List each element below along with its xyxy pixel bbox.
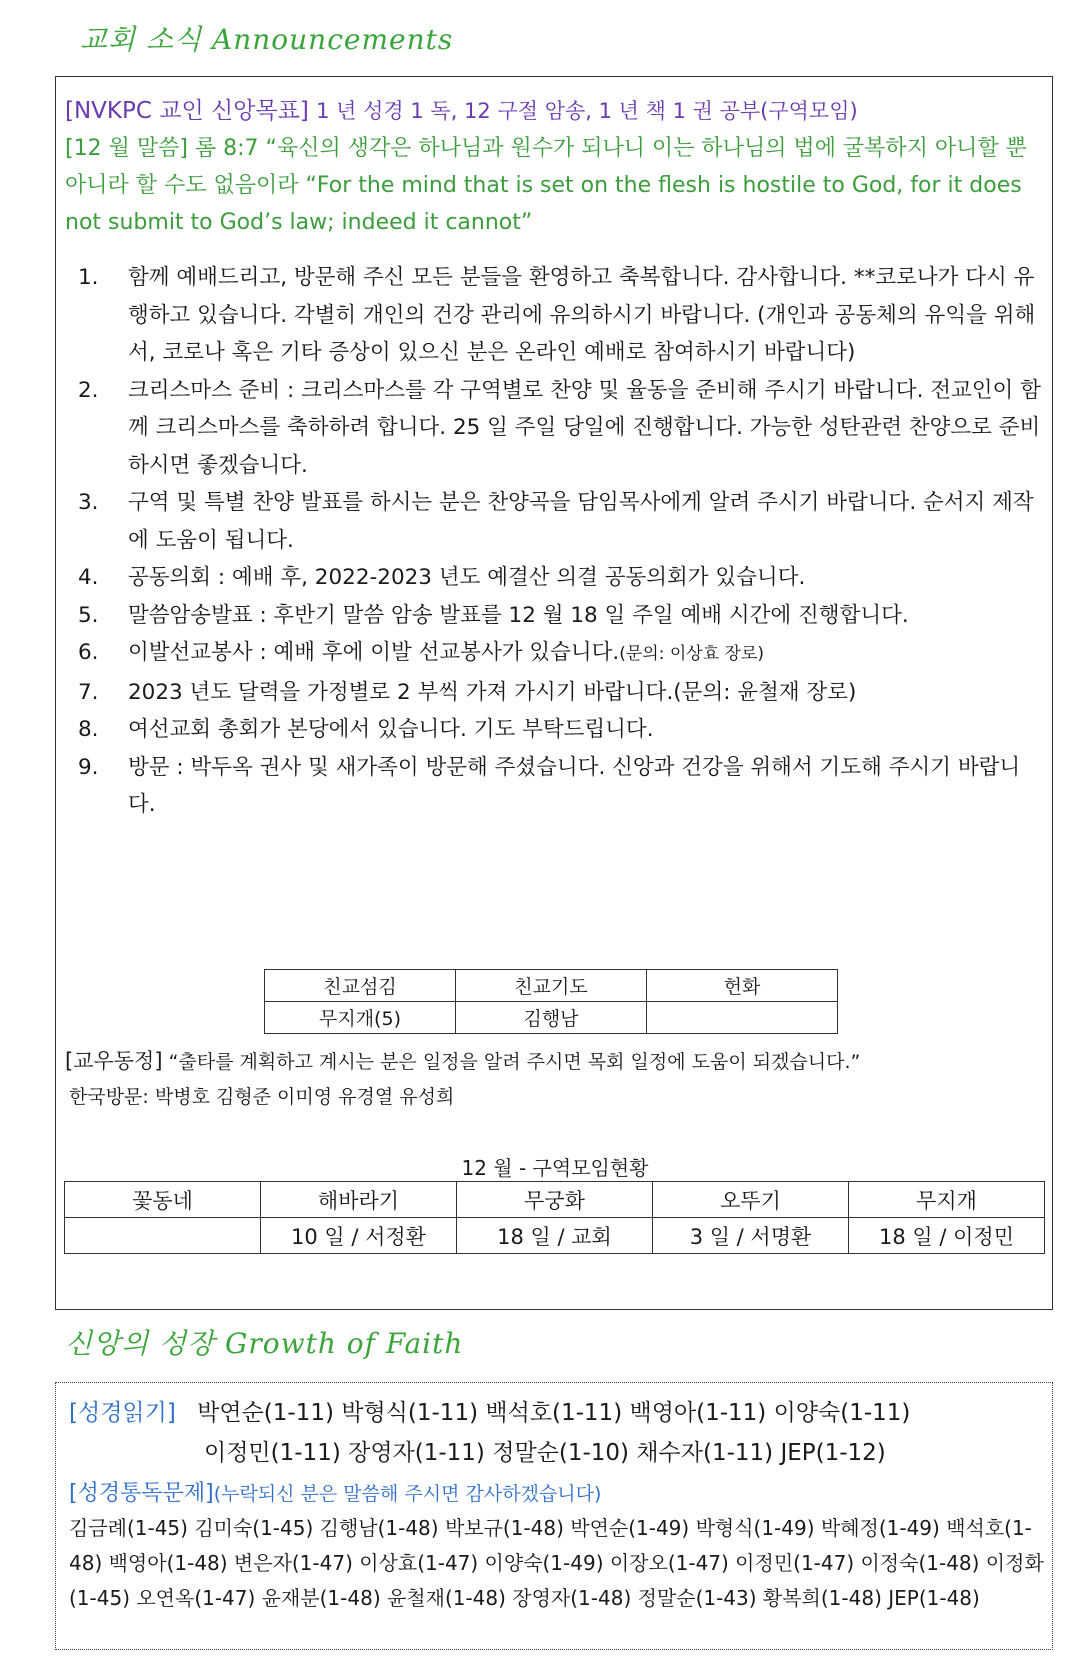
bible-quiz-label: [성경통독문제]: [69, 1481, 214, 1506]
growth-title: 신앙의 성장 Growth of Faith: [65, 1327, 464, 1360]
table-header-cell: 해바라기: [261, 1182, 457, 1218]
item-text: 공동의회 : 예배 후, 2022-2023 년도 예결산 의결 공동의회가 있습니다.: [128, 565, 806, 590]
item-number: 4.: [78, 565, 99, 590]
table-header-cell: 헌화: [647, 970, 838, 1002]
faith-goal-label: [NVKPC 교인 신앙목표]: [65, 98, 309, 124]
table-cell: [65, 1218, 261, 1254]
item-number: 8.: [78, 717, 99, 742]
item-number: 5.: [78, 602, 99, 628]
table-cell: 무지개(5): [265, 1002, 456, 1034]
table-cell: 18 일 / 이정민: [849, 1218, 1045, 1254]
table-cell: 18 일 / 교회: [457, 1218, 653, 1254]
bible-reading-line1: 박연순(1-11) 박형식(1-11) 백석호(1-11) 백영아(1-11) 이양숙(1-11): [197, 1400, 911, 1426]
announcement-list: [56, 259, 1054, 824]
item-text: 방문 : 박두옥 권사 및 새가족이 방문해 주셨습니다. 신앙과 건강을 위해서 기도해 주시기 바랍니다.: [128, 754, 1021, 817]
member-news-label: [교우동정]: [65, 1049, 163, 1073]
table-header-cell: 친교섬김: [265, 970, 456, 1002]
table-cell: 10 일 / 서정환: [261, 1218, 457, 1254]
item-number: 3.: [78, 490, 99, 515]
member-news: [65, 1045, 860, 1075]
table-header-cell: 오뚜기: [653, 1182, 849, 1218]
table-row: [265, 970, 838, 1002]
announcements-title: 교회 소식 Announcements: [80, 23, 454, 56]
item-text: 이발선교봉사 : 예배 후에 이발 선교봉사가 있습니다.: [128, 640, 620, 665]
group-meeting-title: 12 월 - 구역모임현황: [461, 1156, 649, 1180]
item-text: 말씀암송발표 : 후반기 말씀 암송 발표를 12 월 18 일 주일 예배 시간에 진행합니다.: [128, 602, 909, 628]
list-item: [56, 259, 1054, 372]
table-row: [65, 1182, 1045, 1218]
table-cell: 김행남: [456, 1002, 647, 1034]
bible-quiz-list: 김금례(1-45) 김미숙(1-45) 김행남(1-48) 박보규(1-48) 박연순(1-49) 박형식(1-49) 박혜정(1-49) 백석호(1-48) 백영아(1-48) 변은자(1-47) 이상효(1-47) 이양숙(1-49) 이장오(1-47) 이정민(1-47) 이정숙(1-48) 이정화 (1-45) 오연옥(1-47) 윤재분(1-48) 윤철재(1-48) 장영자(1-48) 정말순(1-43) 황복희(1-48) JEP(1-48): [69, 1516, 1044, 1610]
item-number: 1.: [78, 265, 99, 290]
item-text: 2023 년도 달력을 가정별로 2 부씩 가져 가시기 바랍니다.(문의: 윤철재 장로): [128, 679, 857, 705]
list-item: [56, 484, 1054, 559]
table-row: [65, 1218, 1045, 1254]
table-cell: [647, 1002, 838, 1034]
list-item: [56, 372, 1054, 485]
faith-goal: [65, 93, 1045, 129]
list-item: [56, 674, 1054, 712]
bible-reading: [69, 1393, 910, 1433]
item-text: 구역 및 특별 찬양 발표를 하시는 분은 찬양곡을 담임목사에게 알려 주시기 바랍니다. 순서지 제작에 도움이 됩니다.: [128, 490, 1034, 553]
fellowship-table: [264, 969, 838, 1034]
growth-box: [55, 1382, 1053, 1650]
list-item: [56, 597, 1054, 635]
member-news-text: “출타를 계획하고 계시는 분은 일정을 알려 주시면 목회 일정에 도움이 되겠습니다.”: [168, 1051, 861, 1073]
bible-quiz-heading: [69, 1476, 601, 1507]
announcements-box: [55, 76, 1053, 1310]
bible-reading-line2: 이정민(1-11) 장영자(1-11) 정말순(1-10) 채수자(1-11) JEP(1-12): [204, 1440, 886, 1466]
bible-quiz-note: (누락되신 분은 말씀해 주시면 감사하겠습니다): [213, 1483, 602, 1505]
group-meeting-table: [64, 1181, 1045, 1254]
korea-visit: 한국방문: 박병호 김형준 이미영 유경열 유성희: [69, 1086, 455, 1108]
item-text: 함께 예배드리고, 방문해 주신 모든 분들을 환영하고 축복합니다. 감사합니다. **코로나가 다시 유행하고 있습니다. 각별히 개인의 건강 관리에 유의하시기 바랍니다. (개인과 공동체의 유익을 위해서, 코로나 혹은 기타 증상이 있으신 분은 온라인 예배로 참여하시기 바랍니다): [128, 265, 1036, 365]
table-header-cell: 무궁화: [457, 1182, 653, 1218]
faith-goal-text: 1 년 성경 1 독, 12 구절 암송, 1 년 책 1 권 공부(구역모임): [316, 99, 858, 123]
table-header-cell: 꽃동네: [65, 1182, 261, 1218]
item-number: 7.: [78, 679, 99, 705]
table-row: [265, 1002, 838, 1034]
item-number: 9.: [78, 754, 99, 780]
list-item: [56, 749, 1054, 824]
list-item: [56, 711, 1054, 749]
monthly-verse: [12 월 말씀] 롬 8:7 “육신의 생각은 하나님과 원수가 되나니 이는 하나님의 법에 굴복하지 아니할 뿐 아니라 할 수도 없음이라 “For the mind that is set on the flesh is hostile to God, for it does not submit to God’s law; indeed it cannot”: [65, 136, 1027, 235]
table-cell: 3 일 / 서명환: [653, 1218, 849, 1254]
item-note: (문의: 이상효 장로): [619, 644, 765, 664]
table-header-cell: 친교기도: [456, 970, 647, 1002]
table-header-cell: 무지개: [849, 1182, 1045, 1218]
item-text: 크리스마스 준비 : 크리스마스를 각 구역별로 찬양 및 율동을 준비해 주시기 바랍니다. 전교인이 함께 크리스마스를 축하하려 합니다. 25 일 주일 당일에 진행합니다. 가능한 성탄관련 찬양으로 준비하시면 좋겠습니다.: [128, 377, 1041, 478]
item-text: 여선교회 총회가 본당에서 있습니다. 기도 부탁드립니다.: [128, 717, 654, 742]
list-item: [56, 559, 1054, 597]
bible-reading-label: [성경읽기]: [69, 1400, 176, 1426]
item-number: 6.: [78, 640, 99, 665]
item-number: 2.: [78, 377, 99, 403]
list-item: [56, 634, 1054, 674]
